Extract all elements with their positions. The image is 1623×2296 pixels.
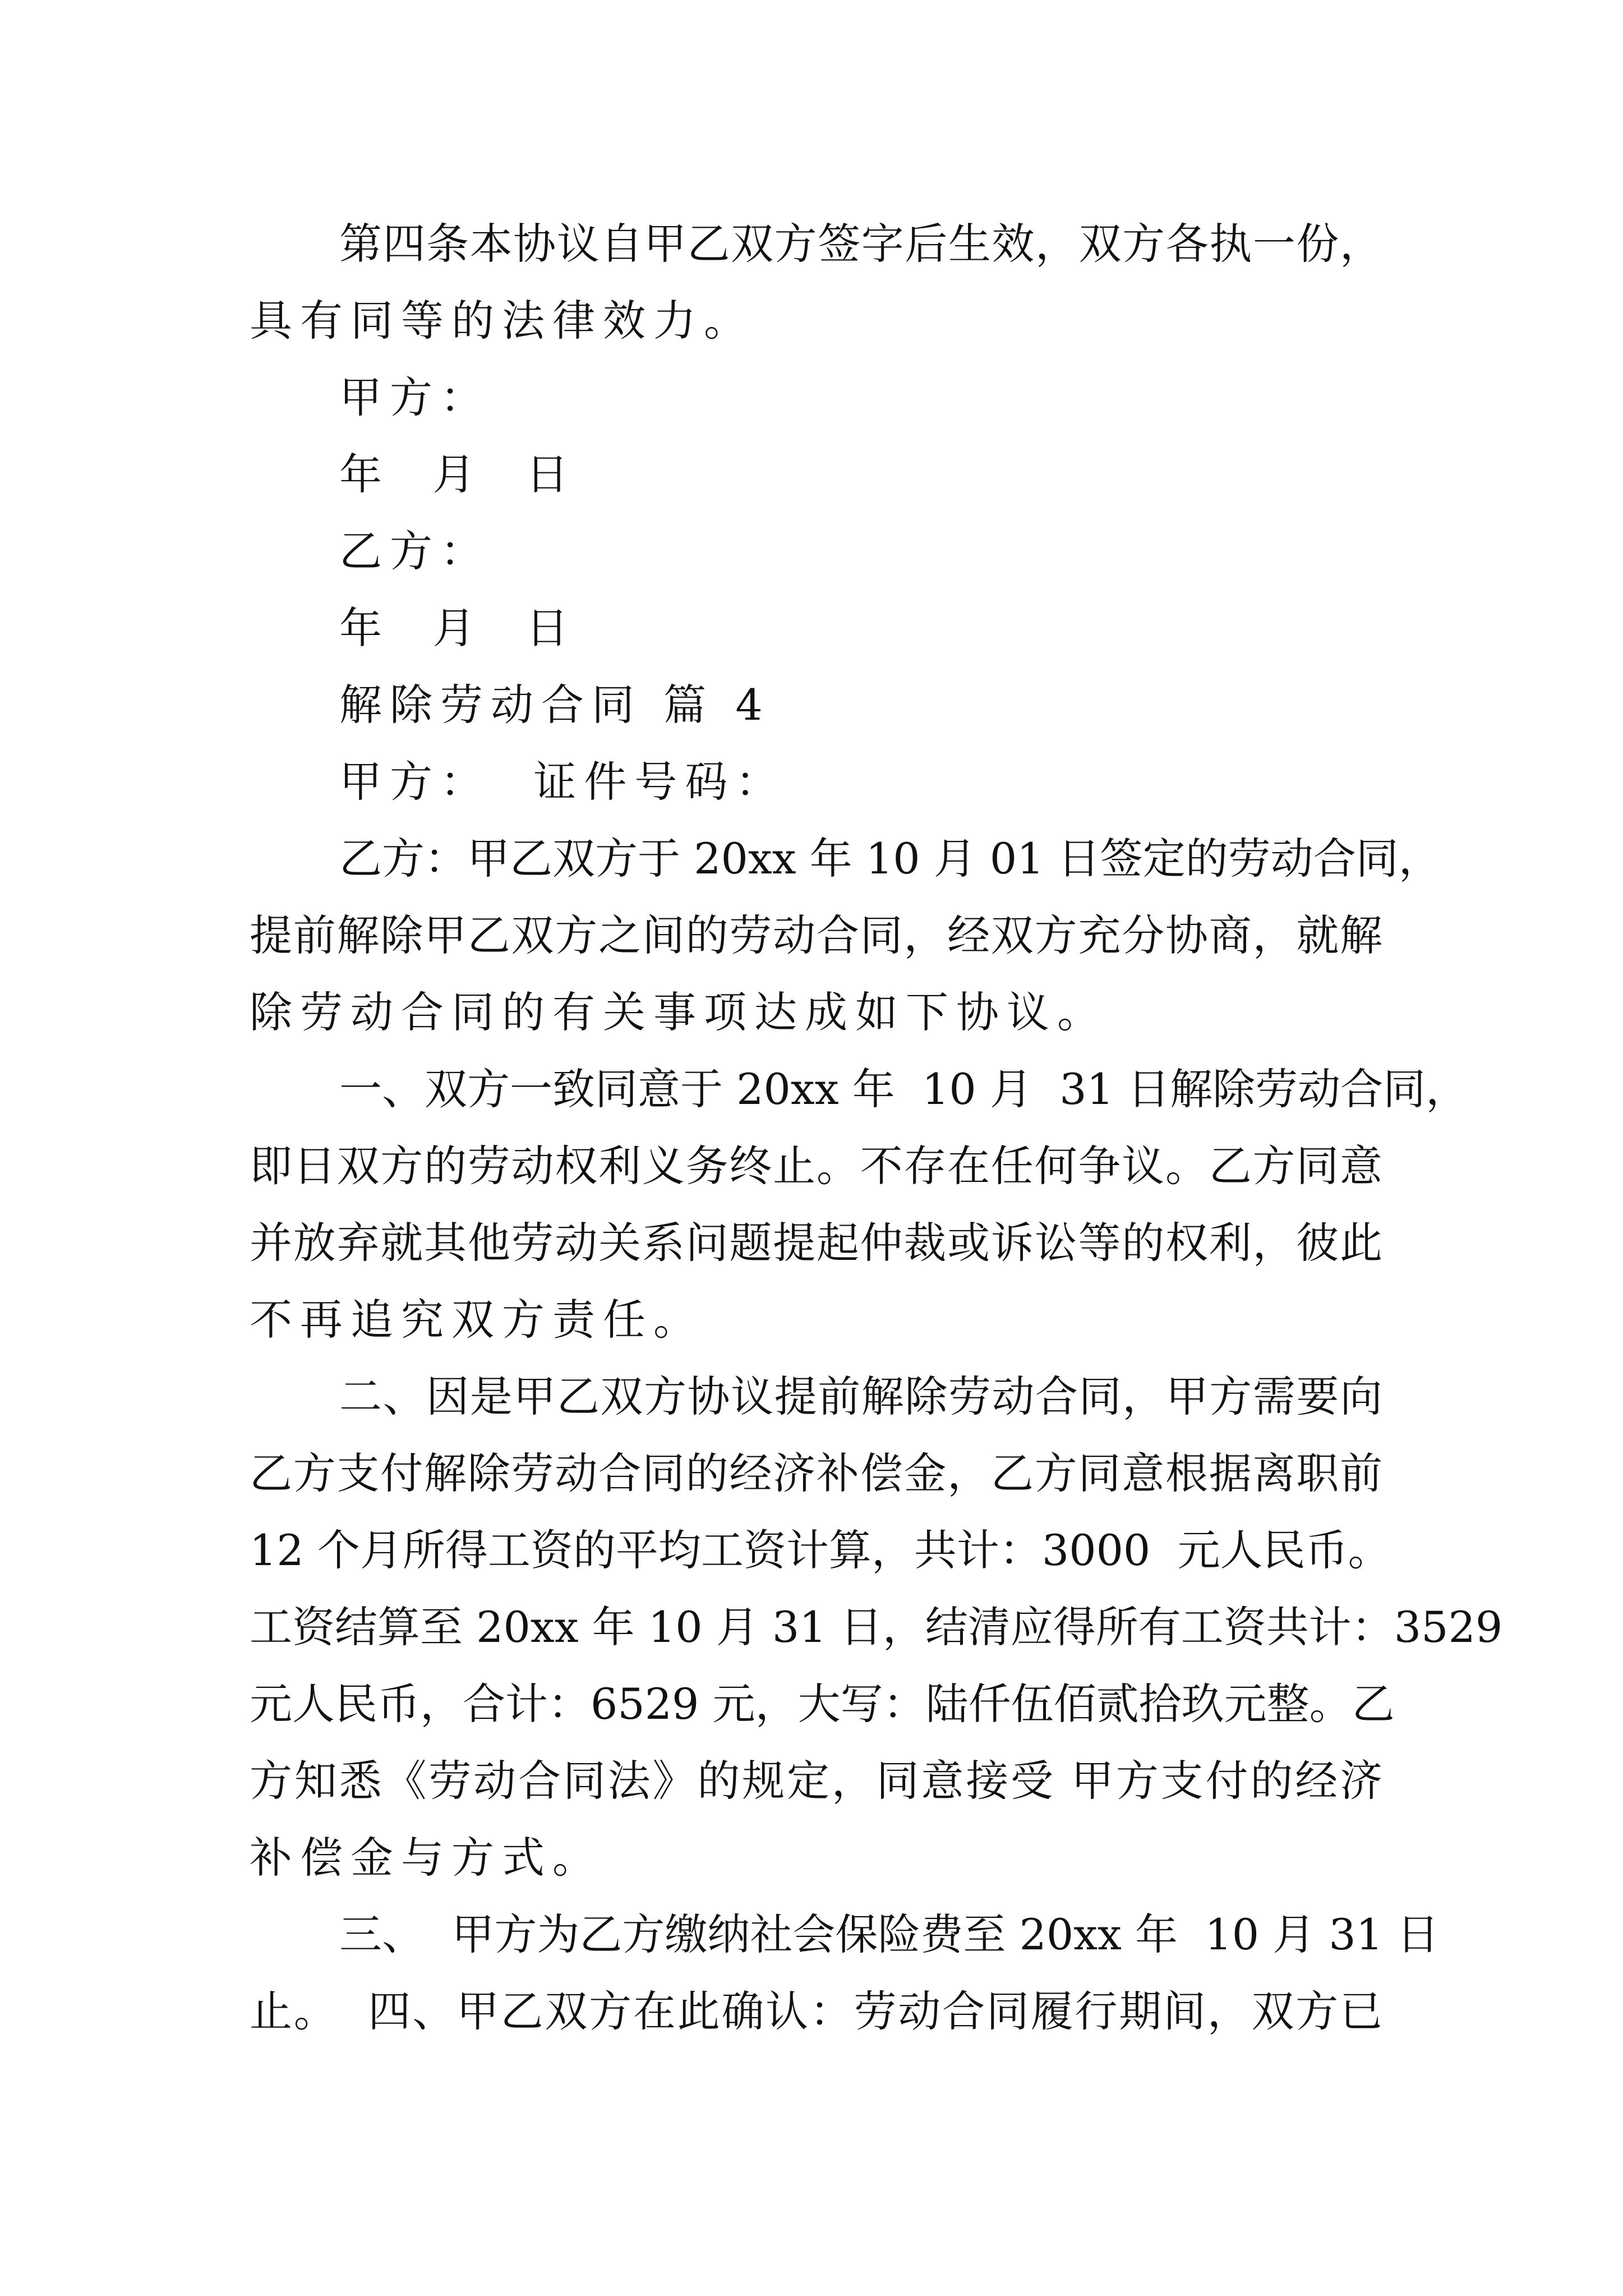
text-line: 一、双方一致同意于 20xx 年 10 月 31 日解除劳动合同， — [339, 1064, 1469, 1114]
text-line: 二、因是甲乙双方协议提前解除劳动合同，甲方需要向 — [339, 1372, 1382, 1421]
text-line: 年 月 日 — [339, 603, 577, 653]
text-line: 12 个月所得工资的平均工资计算，共计：3000 元人民币。 — [250, 1525, 1391, 1575]
text-line: 工资结算至 20xx 年 10 月 31 日，结清应得所有工资共计：3529 — [250, 1602, 1503, 1652]
text-line: 年 月 日 — [339, 449, 577, 499]
text-line: 提前解除甲乙双方之间的劳动合同，经双方充分协商，就解 — [250, 910, 1382, 960]
text-line: 三、 甲方为乙方缴纳社会保险费至 20xx 年 10 月 31 日 — [339, 1910, 1440, 1959]
section-heading: 解除劳动合同 篇 4 — [339, 680, 771, 730]
text-line: 并放弃就其他劳动关系问题提起仲裁或诉讼等的权利，彼此 — [250, 1218, 1382, 1268]
text-line: 乙方支付解除劳动合同的经济补偿金，乙方同意根据离职前 — [250, 1448, 1382, 1498]
text-line: 不再追究双方责任。 — [250, 1295, 704, 1345]
text-line: 方知悉《劳动合同法》的规定，同意接受 甲方支付的经济 — [250, 1756, 1382, 1806]
text-line: 元人民币，合计：6529 元，大写：陆仟伍佰贰拾玖元整。乙 — [250, 1679, 1395, 1729]
text-line: 甲方： — [339, 372, 491, 422]
text-line: 补偿金与方式。 — [250, 1833, 603, 1883]
text-line: 甲方： 证件号码： — [339, 757, 786, 807]
text-line: 乙方：甲乙双方于 20xx 年 10 月 01 日签定的劳动合同， — [339, 834, 1441, 884]
text-line: 具有同等的法律效力。 — [250, 296, 754, 346]
text-line: 乙方： — [339, 526, 491, 576]
text-line: 除劳动合同的有关事项达成如下协议。 — [250, 987, 1108, 1037]
text-line: 止。 四、甲乙双方在此确认：劳动合同履行期间，双方已 — [250, 1986, 1382, 2036]
text-line: 第四条本协议自甲乙双方签字后生效，双方各执一份， — [339, 219, 1382, 269]
text-line: 即日双方的劳动权利义务终止。不存在任何争议。乙方同意 — [250, 1141, 1382, 1191]
